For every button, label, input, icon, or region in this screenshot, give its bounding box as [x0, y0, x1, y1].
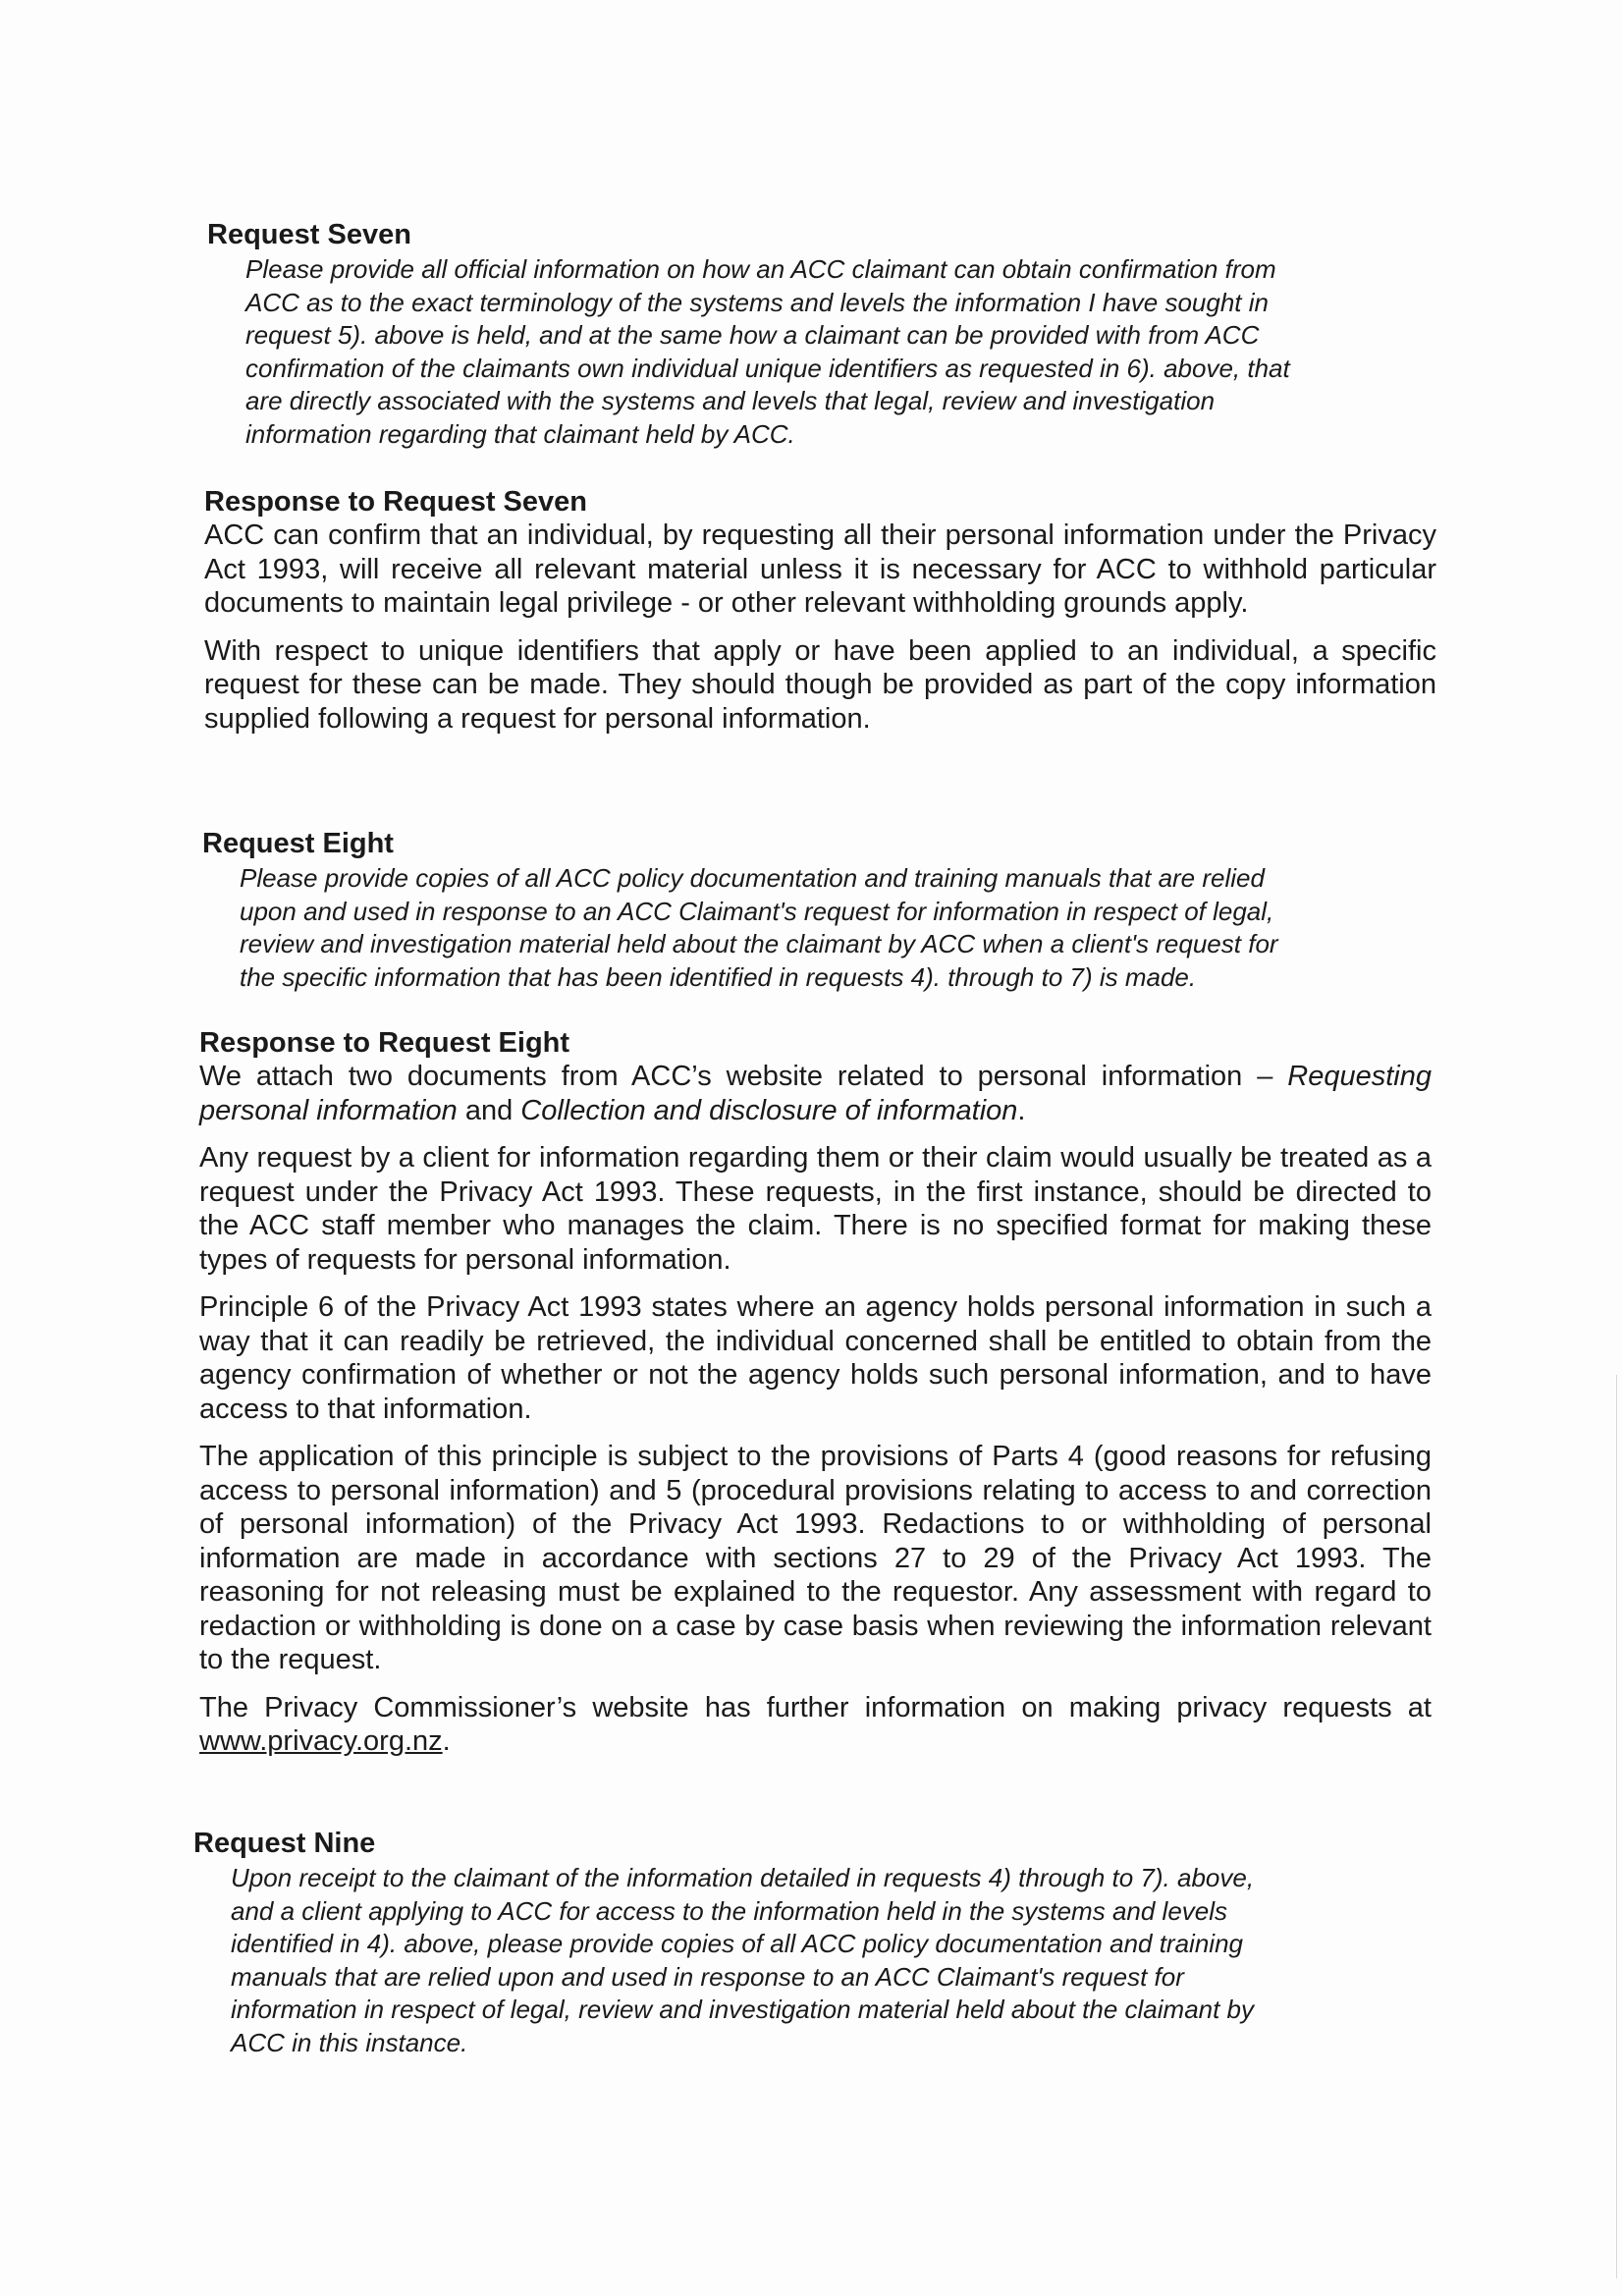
response-eight-paragraph: The application of this principle is subject to the provisions of Parts 4 (good reasons for refusing access to personal information) and 5 (procedural provisions relating to access to and correction of personal information) of the Privacy Act 1993. Redactions to or withholding of personal information are made in accordance with sections 27 to 29 of the Privacy Act 1993. The reasoning for not releasing must be explained to the requestor. Any assessment with regard to redaction or withholding is done on a case by case basis when reviewing the information relevant to the request. — [199, 1441, 1432, 1675]
request-eight-heading: Request Eight — [202, 828, 394, 859]
response-eight-closing-end: . — [442, 1725, 451, 1757]
request-seven-line: confirmation of the claimants own individual unique identifiers as requested in 6). above, that — [245, 353, 1290, 383]
request-nine-line: information in respect of legal, review and investigation material held about the claimant by — [231, 1995, 1255, 2024]
request-seven-heading: Request Seven — [207, 219, 411, 250]
response-eight-paragraph: Any request by a client for information regarding them or their claim would usually be treated as a request under the Privacy Act 1993. These requests, in the first instance, should be directed to the ACC staff member who manages the claim. There is no specified format for making these types of requests for personal information. — [199, 1142, 1432, 1276]
request-eight-line: the specific information that has been identified in requests 4). through to 7) is made. — [240, 961, 1197, 992]
request-seven-line: ACC as to the exact terminology of the systems and levels the information I have sought in — [245, 287, 1269, 317]
response-eight-intro-text: We attach two documents from ACC’s website related to personal information – — [199, 1061, 1288, 1092]
request-nine-line: ACC in this instance. — [231, 2027, 468, 2057]
request-nine-text — [231, 1862, 1409, 2059]
request-seven-line: are directly associated with the systems and levels that legal, review and investigation — [245, 386, 1216, 415]
response-eight-closing-text: The Privacy Commissioner’s website has further information on making privacy requests at — [199, 1691, 1432, 1723]
request-nine-section — [193, 1827, 1431, 2059]
request-eight-line: upon and used in response to an ACC Claimant's request for information in respect of legal, — [240, 896, 1274, 926]
request-eight-line: Please provide copies of all ACC policy documentation and training manuals that are relied — [240, 863, 1265, 893]
response-eight-closing — [199, 1691, 1432, 1759]
request-nine-heading: Request Nine — [193, 1828, 376, 1859]
response-eight-heading: Response to Request Eight — [199, 1027, 570, 1059]
request-nine-line: and a client applying to ACC for access to the information held in the systems and levels — [231, 1895, 1228, 1926]
response-seven-section — [204, 485, 1441, 736]
scan-edge-line — [1616, 1375, 1617, 2278]
response-eight-intro-and: and — [457, 1094, 521, 1126]
request-nine-line: identified in 4). above, please provide copies of all ACC policy documentation and training — [231, 1929, 1243, 1958]
request-seven-line: information regarding that claimant held by ACC. — [245, 418, 795, 449]
request-eight-section — [202, 827, 1439, 994]
response-eight-intro-end: . — [1017, 1094, 1026, 1126]
request-seven-line: Please provide all official information on how an ACC claimant can obtain confirmation from — [245, 254, 1276, 284]
doc-title-collection-and-disclosure: Collection and disclosure of information — [520, 1094, 1018, 1126]
response-eight-intro — [199, 1060, 1432, 1127]
response-seven-text — [204, 519, 1436, 736]
request-nine-line: manuals that are relied upon and used in response to an ACC Claimant's request for — [231, 1961, 1184, 1992]
response-seven-paragraph: ACC can confirm that an individual, by requesting all their personal information under the Privacy Act 1993, will receive all relevant material unless it is necessary for ACC to withhold particular documents to maintain legal privilege - or other relevant withholding grounds apply. — [204, 519, 1436, 619]
response-eight-section — [199, 1026, 1436, 1759]
request-nine-line: Upon receipt to the claimant of the information detailed in requests 4) through to 7). above, — [231, 1863, 1255, 1892]
request-eight-text — [240, 862, 1418, 994]
response-eight-text — [199, 1060, 1432, 1759]
response-seven-paragraph: With respect to unique identifiers that apply or have been applied to an individual, a specific request for these can be made. They should though be provided as part of the copy information supplied following a request for personal information. — [204, 634, 1436, 735]
request-seven-text — [245, 253, 1424, 451]
response-eight-paragraph: Principle 6 of the Privacy Act 1993 states where an agency holds personal information in such a way that it can readily be retrieved, the individual concerned shall be entitled to obtain from the agency confirmation of whether or not the agency holds such personal information, and to have access to that information. — [199, 1291, 1432, 1425]
privacy-website-link[interactable]: www.privacy.org.nz — [199, 1725, 443, 1757]
request-seven-section — [207, 218, 1444, 451]
request-eight-line: review and investigation material held about the claimant by ACC when a client's request for — [240, 929, 1278, 958]
response-seven-heading: Response to Request Seven — [204, 486, 587, 518]
request-seven-line: request 5). above is held, and at the same how a claimant can be provided with from ACC — [245, 320, 1260, 350]
doc-title-requesting-personal-information: Requesting personal information — [199, 1061, 1432, 1126]
